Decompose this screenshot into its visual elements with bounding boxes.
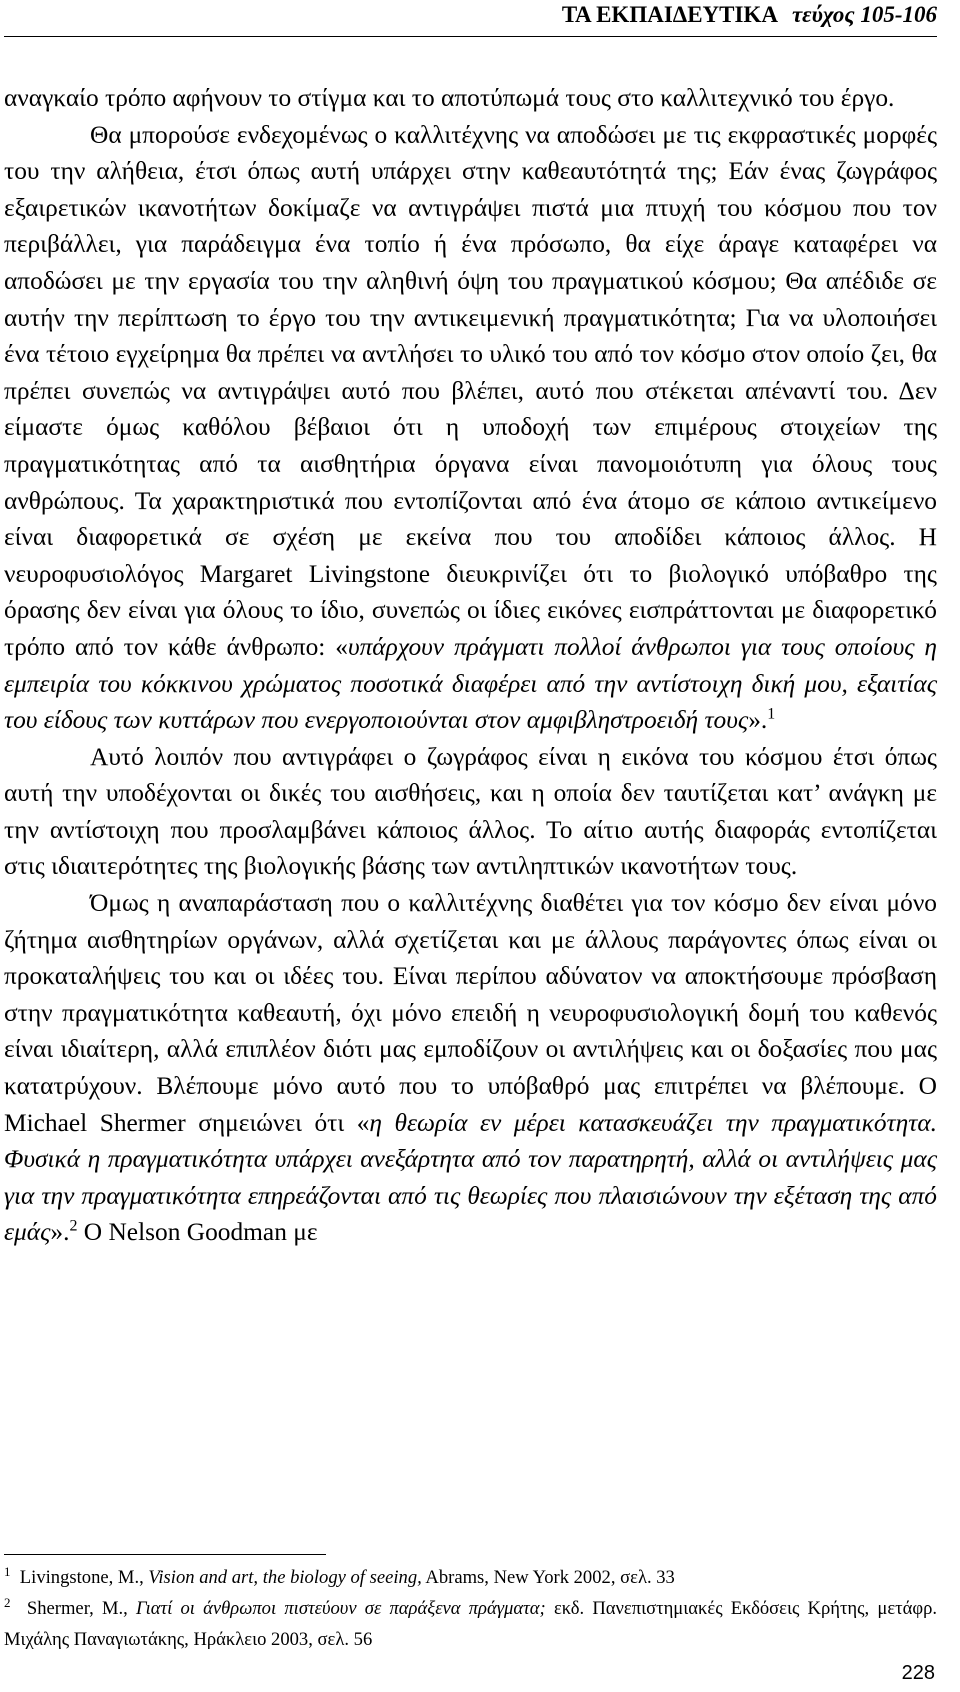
footnote-number: 2 — [4, 1594, 11, 1610]
footnote-separator — [4, 1554, 326, 1555]
footnote-author: Shermer, M., — [26, 1598, 137, 1619]
issue-number: τεύχος 105-106 — [791, 2, 937, 27]
footnote-author: Livingstone, M., — [19, 1567, 149, 1588]
shermer-quote: η θεωρία εν μέρει κατασκευάζει την πραγματικότητα. Φυσικά η πραγματικότητα υπάρχει ανεξάρτητα από τον παρατηρητή, αλλά οι αντιλήψεις μας για την πραγματικότητα επηρεάζονται από τις θεωρίες που πλαισιώνουν την εξέταση της από εμάς — [4, 1108, 938, 1247]
footnote-number: 1 — [4, 1563, 11, 1579]
footnotes — [4, 1562, 937, 1655]
journal-title: ΤΑ ΕΚΠΑΙΔΕΥΤΙΚΑ — [561, 2, 778, 27]
paragraph-2 — [4, 117, 937, 739]
page-number: 228 — [901, 1662, 935, 1684]
footnote-1 — [4, 1562, 937, 1593]
paragraph-1: αναγκαίο τρόπο αφήνουν το στίγμα και το αποτύπωμά τους στο καλλιτεχνικό του έργο. — [4, 84, 895, 112]
footnote-ref-1[interactable]: 1 — [767, 705, 776, 723]
quote-close: ». — [50, 1218, 70, 1247]
footnote-ref-2[interactable]: 2 — [69, 1217, 78, 1235]
paragraph-2-text: Θα μπορούσε ενδεχομένως ο καλλιτέχνης να αποδώσει με τις εκφραστικές μορφές του την αλήθεια, έτσι όπως αυτή υπάρχει στην καθεαυτότητά της; Εάν ένας ζωγράφος εξαιρετικών ικανοτήτων δοκίμαζε να αντιγράψει πιστά μια πτυχή του κόσμου που τον περιβάλλει, για παράδειγμα ένα τοπίο ή ένα πρόσωπο, θα είχε άραγε καταφέρει να αποδώσει με την εργασία του την αληθινή όψη του πραγματικού κόσμου; Θα απέδιδε σε αυτήν την περίπτωση το έργο του την αντικειμενική πραγματικότητα; Για να υλοποιήσει ένα τέτοιο εγχείρημα θα πρέπει να αντλήσει το υλικό του από τον κόσμο στον οποίο ζει, θα πρέπει συνεπώς να αντιγράψει αυτό που βλέπει, αυτό που στέκεται απέναντί του. Δεν είμαστε όμως καθόλου βέβαιοι ότι η υποδοχή των επιμέρους στοιχείων της πραγματικότητας από τα αισθητήρια όργανα είναι πανομοιότυπη για όλους τους ανθρώπους. Τα χαρακτηριστικά που εντοπίζονται από ένα άτομο σε κάποιο αντικείμενο είναι διαφορετικά σε σχέση με εκείνα που του αποδίδει κάποιος άλλος. Η νευροφυσιολόγος Margaret Livingstone διευκρινίζει ότι το βιολογικό υπόβαθρο της όρασης δεν είναι για όλους το ίδιο, συνεπώς οι ίδιες εικόνες εισπράττονται με διαφορετικό τρόπο από τον κάθε άνθρωπο: « — [4, 120, 937, 661]
quote-close: ». — [748, 706, 768, 735]
article-body — [4, 80, 937, 1251]
paragraph-4-text: Όμως η αναπαράσταση που ο καλλιτέχνης διαθέτει για τον κόσμο δεν είναι μόνο ζήτημα αισθητηρίων οργάνων, αλλά σχετίζεται και με άλλους παράγοντες όπως είναι οι προκαταλήψεις του και οι ιδέες του. Είναι περίπου αδύνατον να αποκτήσουμε πρόσβαση στην πραγματικότητα καθεαυτή, όχι μόνο επειδή η νευροφυσιολογική δομή του καθενός είναι ιδιαίτερη, αλλά επιπλέον διότι μας εμποδίζουν οι αντιλήψεις και οι δοξασίες που μας κατατρύχουν. Βλέπουμε μόνο αυτό που το υπόβαθρό μας επιτρέπει να βλέπουμε. Ο Michael Shermer σημειώνει ότι « — [4, 889, 937, 1137]
footnote-title: Γιατί οι άνθρωποι πιστεύουν σε παράξενα πράγματα; — [136, 1598, 546, 1619]
paragraph-3: Αυτό λοιπόν που αντιγράφει ο ζωγράφος είναι η εικόνα του κόσμου έτσι όπως αυτή την υποδέχονται οι δικές του αισθήσεις, και η οποία δεν ταυτίζεται κατ’ ανάγκη με την αντίστοιχη που προσλαμβάνει κάποιος άλλος. Το αίτιο αυτής διαφοράς εντοπίζεται στις ιδιαιτερότητες της βιολογικής βάσης των αντιληπτικών ικανοτήτων τους. — [4, 742, 937, 881]
footnote-details: Abrams, New York 2002, σελ. 33 — [421, 1567, 675, 1588]
footnote-2 — [4, 1593, 937, 1655]
paragraph-4 — [4, 885, 937, 1251]
footnote-title: Vision and art, the biology of seeing, — [148, 1567, 422, 1588]
running-header — [4, 0, 937, 37]
footnote-details: εκδ. Πανεπιστημιακές Εκδόσεις Κρήτης, μετάφρ. Μιχάλης Παναγιωτάκης, Ηράκλειο 2003, σελ. 56 — [4, 1598, 938, 1650]
livingstone-quote: υπάρχουν πράγματι πολλοί άνθρωποι για τους οποίους η εμπειρία του κόκκινου χρώματος ποσοτικά διαφέρει από την αντίστοιχη δική μου, εξαιτίας του είδους των κυττάρων που ενεργοποιούνται στον αμφιβληστροειδή τους — [4, 632, 937, 735]
paragraph-4-tail: Ο Nelson Goodman με — [77, 1218, 318, 1247]
